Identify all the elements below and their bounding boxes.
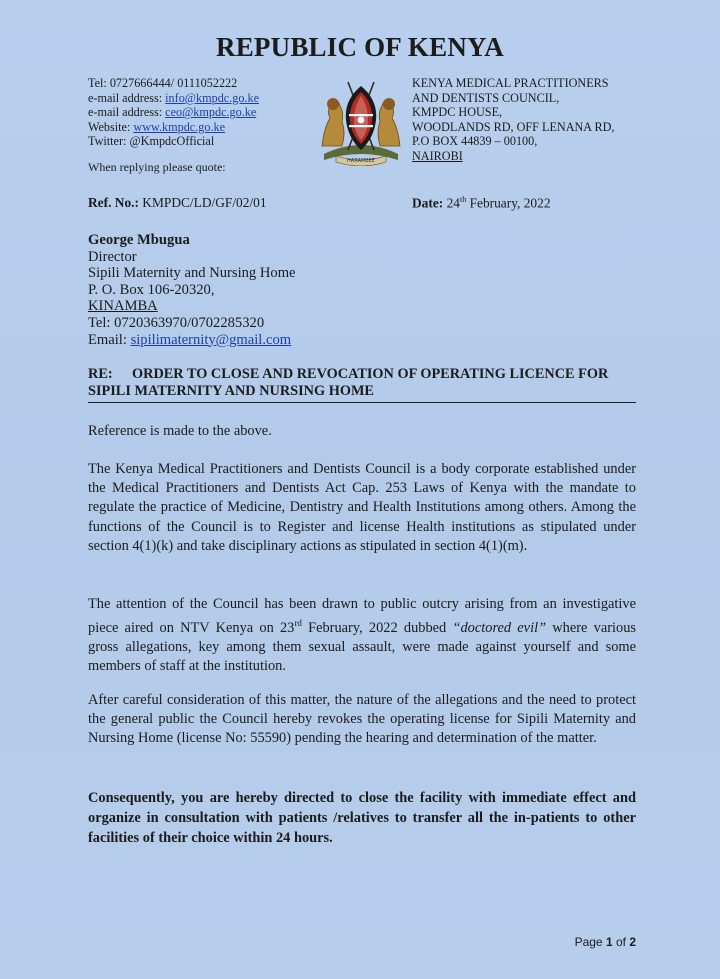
reply-note: When replying please quote: (88, 160, 226, 174)
paragraph-3-part-b: February, 2022 dubbed (301, 620, 453, 636)
reference-number (88, 195, 267, 211)
page-of: of (612, 935, 630, 949)
email-label: e-mail address: (88, 90, 166, 105)
subject-line-1 (88, 366, 636, 383)
ref-value: KMPDC/LD/GF/02/01 (138, 195, 267, 210)
recipient-email (88, 332, 296, 349)
council-line-1: KENYA MEDICAL PRACTITIONERS (412, 76, 609, 90)
contact-website (88, 120, 259, 135)
paragraph-3-part-c: where various gross allegations, key among them sexual assault, were made against yourself and some members of staff at the institution. (88, 620, 637, 675)
subject-text-2: SIPILI MATERNITY AND NURSING HOME (88, 383, 374, 399)
recipient-org: Sipili Maternity and Nursing Home (88, 265, 296, 282)
council-city: NAIROBI (412, 148, 463, 163)
paragraph-3-part-a: The attention of the Council has been drawn to public outcry arising from an investigative piece aired on NTV Kenya on 23 (88, 596, 636, 636)
council-line-4: WOODLANDS RD, OFF LENANA RD, (412, 119, 615, 134)
email-link-info[interactable]: info@kmpdc.go.ke (165, 90, 259, 105)
recipient-town: KINAMBA (88, 298, 158, 315)
council-line-3: KMPDC HOUSE, (412, 105, 503, 120)
subject-line (88, 366, 636, 400)
page-current: 1 (605, 935, 613, 949)
recipient-tel: Tel: 0720363970/0702285320 (88, 314, 265, 331)
paragraph-5-directive: Consequently, you are hereby directed to close the facility with immediate effect and organize in consultation with patients /relatives to transfer all the in-patients to other facilities of their choice within 24 hours. (88, 790, 636, 846)
crest-motto: HARAMBEE (347, 158, 375, 164)
council-address (412, 76, 614, 164)
recipient-email-label: Email: (88, 331, 131, 348)
ref-label: Ref. No.: (88, 195, 139, 210)
paragraph-3-quote: “doctored evil” (452, 620, 547, 636)
contact-twitter: Twitter: @KmpdcOfficial (88, 134, 215, 149)
subject-divider (88, 402, 636, 403)
paragraph-2: The Kenya Medical Practitioners and Dentists Council is a body corporate established under the Medical Practitioners and Dentists Act Cap. 253 Laws of Kenya with the mandate to regulate the practice of Medicine, Dentistry and Health Institutions among others. Among the functions of the Council is to Register and license Health institutions as stipulated under section 4(1)(k) and take disciplinary actions as stipulated in section 4(1)(m). (88, 461, 636, 554)
email-link-ceo[interactable]: ceo@kmpdc.go.ke (165, 105, 257, 120)
letter-date (412, 195, 551, 211)
paragraph-3 (88, 595, 636, 677)
recipient-email-link[interactable]: sipilimaternity@gmail.com (130, 331, 292, 348)
contact-block (88, 76, 259, 149)
date-suffix: th (459, 195, 467, 204)
contact-tel: Tel: 0727666444/ 0111052222 (88, 76, 238, 90)
date-label: Date: (412, 195, 444, 211)
paragraph-3-sup: rd (294, 618, 302, 629)
website-label: Website: (88, 119, 134, 134)
council-line-5: P.O BOX 44839 – 00100, (412, 134, 538, 149)
page-total: 2 (629, 935, 636, 949)
page-number (575, 935, 636, 949)
page-title: REPUBLIC OF KENYA (216, 32, 504, 62)
page-word: Page (574, 935, 606, 949)
paragraph-4: After careful consideration of this matter, the nature of the allegations and the need to protect the general public the Council hereby revokes the operating license for Sipili Maternity and Nursing Home (license No: 55590) pending the hearing and determination of the matter. (88, 692, 636, 747)
recipient-box: P. O. Box 106-20320, (88, 281, 215, 298)
date-day: 24 (443, 195, 460, 211)
paragraph-1: Reference is made to the above. (88, 423, 272, 439)
coat-of-arms-icon (318, 76, 404, 166)
recipient-block (88, 232, 296, 348)
subject-text-1: ORDER TO CLOSE AND REVOCATION OF OPERATING LICENCE FOR (132, 366, 609, 382)
recipient-title: Director (88, 248, 137, 265)
council-line-2: AND DENTISTS COUNCIL, (412, 90, 560, 105)
subject-label: RE: (88, 366, 113, 382)
date-rest: February, 2022 (466, 195, 551, 211)
recipient-name: George Mbugua (88, 232, 190, 248)
contact-email-1 (88, 91, 259, 106)
email-label: e-mail address: (88, 105, 166, 120)
website-link[interactable]: www.kmpdc.go.ke (133, 119, 226, 134)
contact-email-2 (88, 105, 259, 120)
